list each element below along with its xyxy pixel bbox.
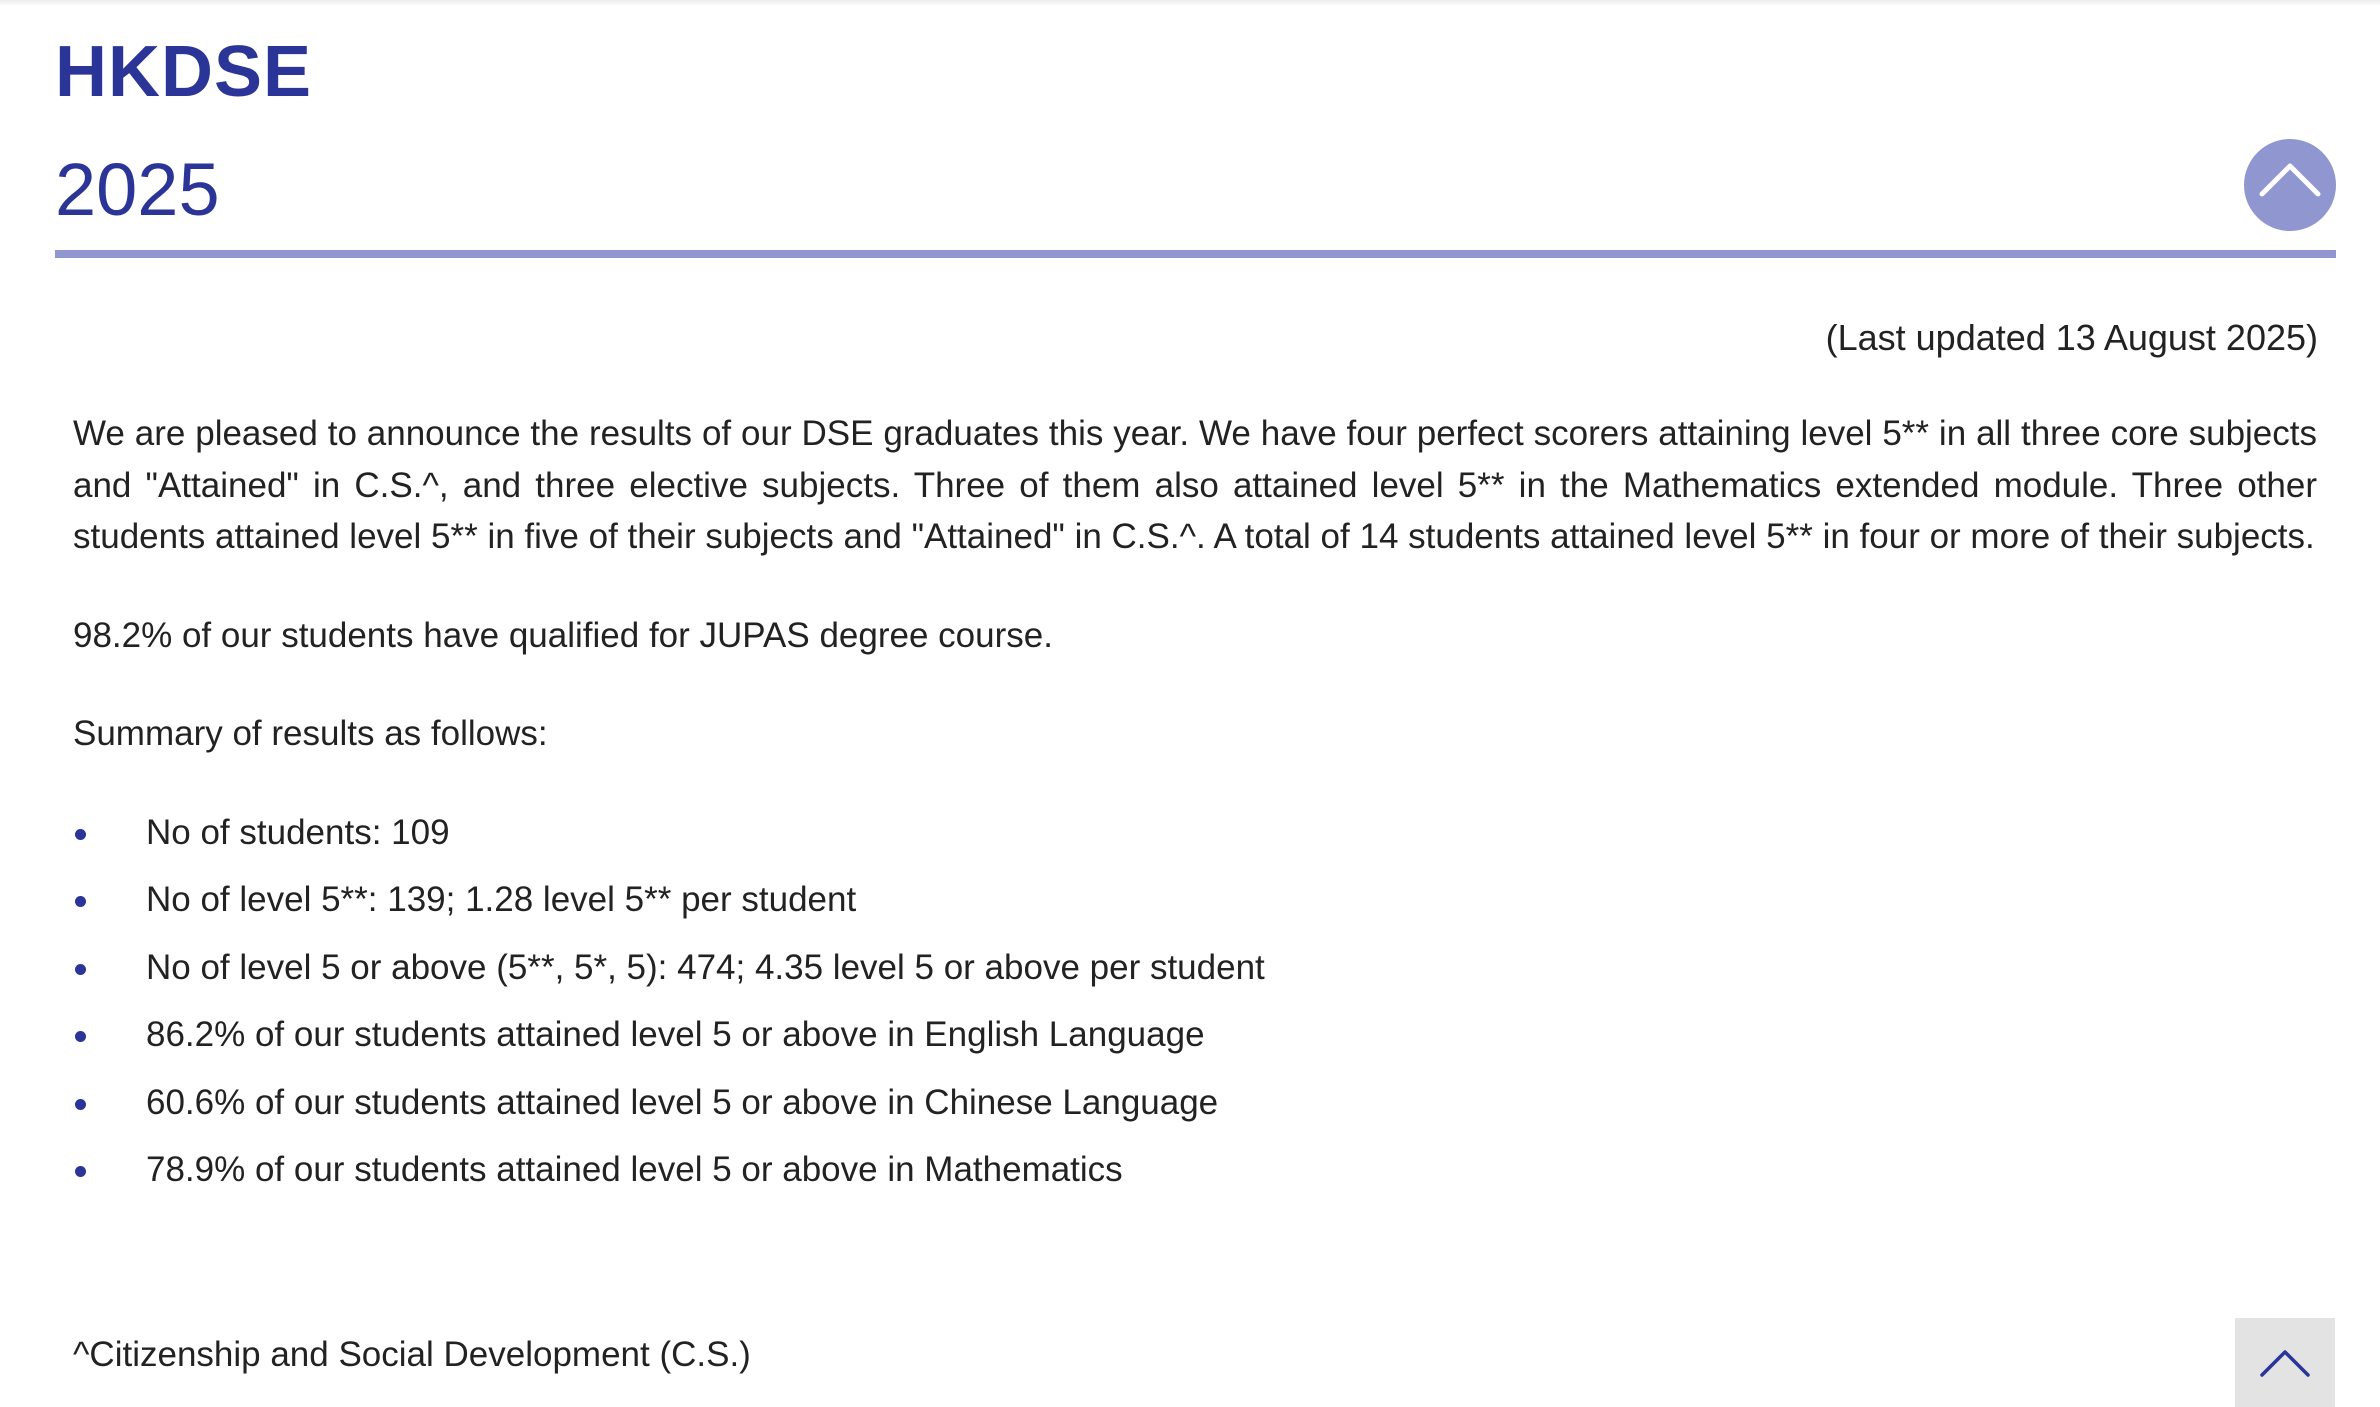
summary-item-text: 78.9% of our students attained level 5 or above in Mathematics bbox=[146, 1150, 1123, 1189]
summary-item-text: No of level 5 or above (5**, 5*, 5): 474; 4.35 level 5 or above per student bbox=[146, 947, 1265, 987]
top-shadow bbox=[0, 0, 2380, 6]
bullet-icon bbox=[75, 1099, 86, 1110]
bullet-icon bbox=[75, 1166, 86, 1177]
back-to-top-button[interactable] bbox=[2235, 1318, 2335, 1407]
chevron-up-icon bbox=[2235, 1318, 2335, 1407]
collapse-section-button[interactable] bbox=[2244, 139, 2336, 231]
chevron-up-icon bbox=[2244, 139, 2336, 231]
bullet-icon bbox=[75, 896, 86, 907]
summary-item-text: 60.6% of our students attained level 5 or above in Chinese Language bbox=[146, 1082, 1219, 1122]
page-title: HKDSE bbox=[55, 32, 313, 112]
summary-item-text: No of level 5**: 139; 1.28 level 5** per student bbox=[146, 880, 857, 919]
last-updated-text: (Last updated 13 August 2025) bbox=[1825, 317, 2318, 358]
summary-list bbox=[73, 807, 2317, 1212]
summary-list-item bbox=[73, 1009, 2317, 1077]
summary-list-item bbox=[73, 1077, 2317, 1145]
summary-list-item bbox=[73, 807, 2317, 875]
summary-list-item bbox=[73, 1144, 2317, 1212]
intro-paragraph: We are pleased to announce the results of our DSE graduates this year. We have four perfect scorers attaining level 5** in all three core subjects and "Attained" in C.S.^, and three elective subjects. Three of them also attained level 5** in the Mathematics extended module. Three other students attained level 5** in five of their subjects and "Attained" in C.S.^. A total of 14 students attained level 5** in four or more of their subjects. bbox=[73, 414, 2317, 556]
summary-item-text: No of students: 109 bbox=[146, 812, 450, 852]
section-year-title: 2025 bbox=[55, 148, 220, 231]
summary-list-item bbox=[73, 942, 2317, 1010]
summary-list-item bbox=[73, 874, 2317, 942]
bullet-icon bbox=[75, 829, 86, 840]
bullet-icon bbox=[75, 1031, 86, 1042]
summary-heading: Summary of results as follows: bbox=[73, 714, 548, 753]
section-divider bbox=[55, 250, 2336, 258]
summary-item-text: 86.2% of our students attained level 5 or above in English Language bbox=[146, 1015, 1205, 1054]
footnote: ^Citizenship and Social Development (C.S.) bbox=[73, 1335, 751, 1374]
bullet-icon bbox=[75, 964, 86, 975]
jupas-paragraph: 98.2% of our students have qualified for JUPAS degree course. bbox=[73, 615, 1053, 655]
results-content bbox=[73, 408, 2317, 1212]
